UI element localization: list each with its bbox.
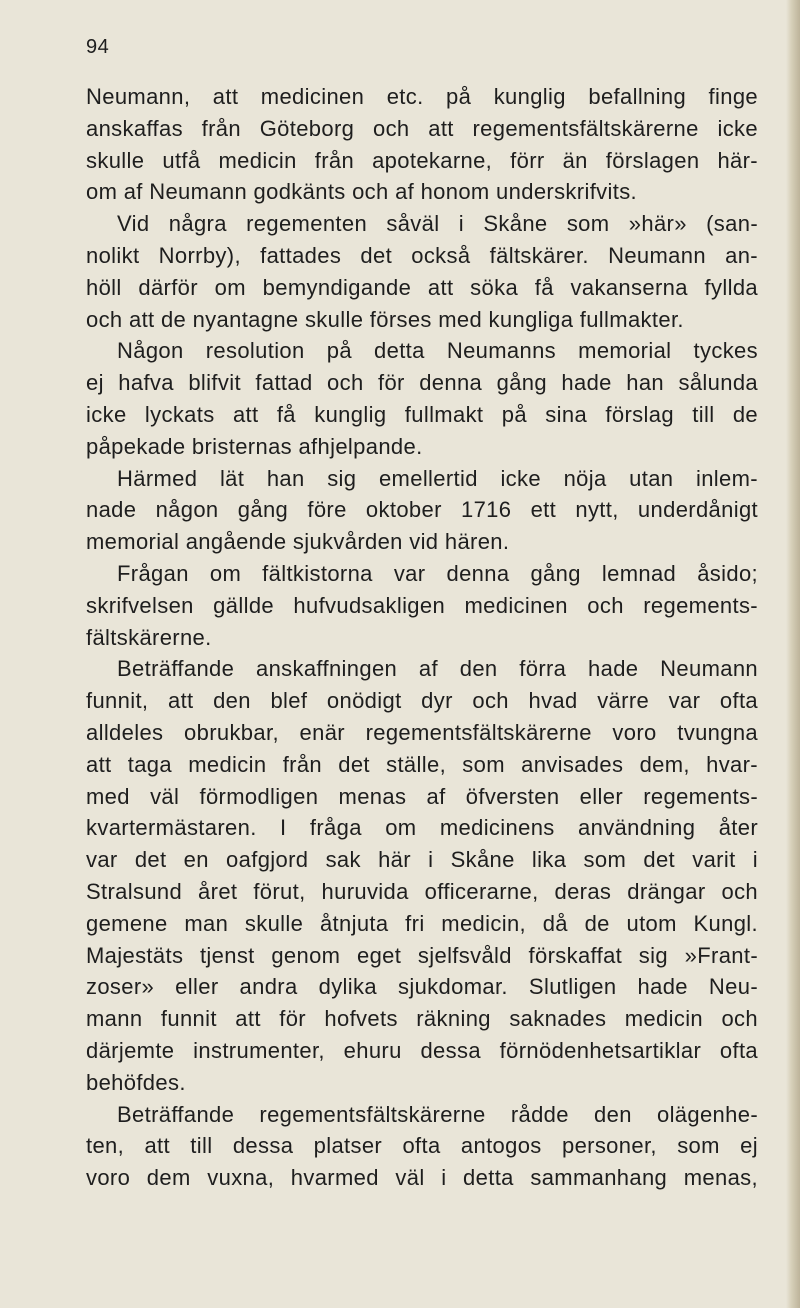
- text-line: Beträffande regementsfältskärerne rådde den olägenhe-: [117, 1101, 758, 1127]
- text-line: Frågan om fältkistorna var denna gång lemnad åsido;: [117, 560, 758, 586]
- text-line: kvartermästaren. I fråga om medicinens användning åter: [86, 815, 758, 841]
- text-line: höll därför om bemyndigande att söka få vakanserna fyllda: [86, 274, 758, 300]
- text-line: ej hafva blifvit fattad och för denna gång hade han sålunda: [86, 370, 758, 396]
- text-line: Någon resolution på detta Neumanns memorial tyckes: [117, 338, 758, 364]
- text-line: att taga medicin från det ställe, som anvisades dem, hvar-: [86, 751, 758, 777]
- text-line: zoser» eller andra dylika sjukdomar. Slutligen hade Neu-: [86, 974, 758, 1000]
- text-line: skulle utfå medicin från apotekarne, förr än förslagen här-: [86, 147, 758, 173]
- text-line: Beträffande anskaffningen af den förra hade Neumann: [117, 656, 758, 682]
- text-line: nolikt Norrby), fattades det också fältskärer. Neumann an-: [86, 242, 758, 268]
- text-line: Härmed lät han sig emellertid icke nöja utan inlem-: [117, 465, 758, 491]
- page-number: 94: [86, 36, 110, 58]
- text-line: memorial angående sjukvården vid hären.: [86, 529, 510, 555]
- text-line: var det en oafgjord sak här i Skåne lika som det varit i: [86, 847, 758, 873]
- text-line: skrifvelsen gällde hufvudsakligen medicinen och regements-: [86, 592, 758, 618]
- text-line: Majestäts tjenst genom eget sjelfsvåld förskaffat sig »Frant-: [86, 942, 758, 968]
- text-line: om af Neumann godkänts och af honom underskrifvits.: [86, 179, 638, 205]
- page-edge-shadow: [786, 0, 800, 1308]
- body-text: [86, 81, 758, 1194]
- text-line: Vid några regementen såväl i Skåne som »här» (san-: [117, 211, 758, 237]
- text-line: Neumann, att medicinen etc. på kunglig befallning finge: [86, 84, 758, 109]
- text-line: nade någon gång före oktober 1716 ett nytt, underdånigt: [86, 497, 758, 523]
- text-line: anskaffas från Göteborg och att regementsfältskärerne icke: [86, 115, 758, 141]
- text-line: Stralsund året förut, huruvida officerarne, deras drängar och: [86, 878, 758, 904]
- text-line: behöfdes.: [86, 1069, 186, 1095]
- text-line: och att de nyantagne skulle förses med kungliga fullmakter.: [86, 306, 684, 332]
- text-line: ten, att till dessa platser ofta antogos personer, som ej: [86, 1133, 758, 1159]
- text-line: funnit, att den blef onödigt dyr och hvad värre var ofta: [86, 688, 758, 714]
- text-line: alldeles obrukbar, enär regementsfältskärerne voro tvungna: [86, 719, 758, 745]
- text-line: mann funnit att för hofvets räkning saknades medicin och: [86, 1006, 758, 1032]
- text-line: därjemte instrumenter, ehuru dessa förnödenhetsartiklar ofta: [86, 1037, 758, 1063]
- text-line: fältskärerne.: [86, 624, 212, 650]
- text-line: voro dem vuxna, hvarmed väl i detta sammanhang menas,: [86, 1165, 758, 1191]
- text-line: påpekade bristernas afhjelpande.: [86, 433, 423, 459]
- text-line: gemene man skulle åtnjuta fri medicin, då de utom Kungl.: [86, 910, 758, 936]
- text-line: med väl förmodligen menas af öfversten eller regements-: [86, 783, 758, 809]
- text-line: icke lyckats att få kunglig fullmakt på sina förslag till de: [86, 401, 758, 427]
